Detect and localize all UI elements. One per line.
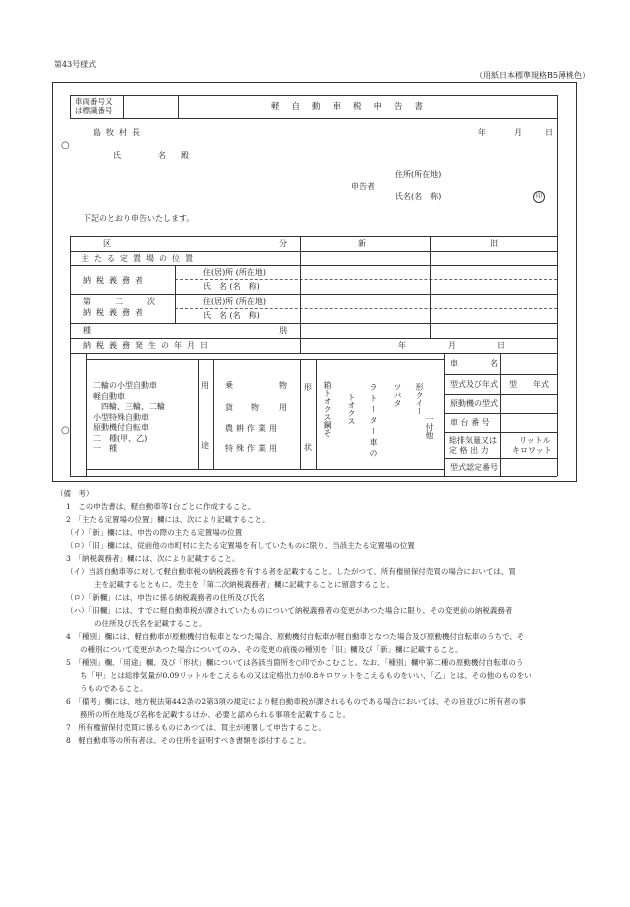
second-name-label: 氏 名 (名 称) [203, 311, 260, 320]
remark-continuation: 主を記載するとともに、売主を「第二次納税義務者」欄に記載することに留意すること。 [94, 580, 394, 589]
vehicle-type[interactable]: 小型特殊自動車 [93, 412, 149, 422]
remark-item: 5 「種別」欄、「用途」欄、及び「形状」欄については各該当箇所を○印でかこむこと。なお、「種別」欄中第二種の原動機付自転車のう [66, 658, 524, 667]
declarant-address-label: 住所(所在地) [395, 170, 442, 179]
remark-subitem: （イ）当該自動車等に対して軽自動車税の納税義務を有する者を記載すること。したがつて、所有権留保付売買の場合においては、買 [66, 567, 516, 576]
use-passenger-1[interactable]: 乗 [225, 381, 233, 390]
spec-displacement-2: 定 格 出 力 [449, 446, 489, 455]
shape-label-top: 形 [304, 383, 312, 392]
occurrence-date-label: 納税義務発生の年月日 [83, 341, 213, 350]
column-division-2: 分 [279, 239, 287, 248]
remark-item: 2 「主たる定置場の位置」欄には、次により記載すること。 [66, 515, 270, 524]
declarant-label: 申告者 [351, 182, 375, 191]
remark-continuation: 務所の所在地及び名称を記載するほか、必要と認められる事項を記載すること。 [80, 710, 350, 719]
form-title: 軽自動車税申告書 [271, 102, 436, 112]
remark-subitem: （イ）「新」欄には、申告の際の主たる定置場の位置 [66, 528, 243, 537]
spec-certification-number: 型式認定番号 [450, 463, 498, 472]
column-old: 旧 [490, 239, 498, 248]
vehicle-type[interactable]: 四輪、三輪、二輪 [93, 402, 165, 411]
use-cargo-1[interactable]: 貨 [225, 403, 233, 412]
type-label-2: 別 [279, 326, 287, 335]
use-agriculture[interactable]: 農耕作業用 [225, 424, 280, 433]
spec-model-year: 型式及び年式 [450, 380, 498, 389]
taxpayer-label: 納税義務者 [83, 276, 148, 285]
form-number: 第43号様式 [54, 60, 97, 69]
use-special[interactable]: 特殊作業用 [225, 444, 280, 453]
remark-continuation: の種別について変更があつた場合についてのみ、その変更の前後の種別を「旧」欄及び「新」欄に記載すること。 [80, 645, 463, 654]
remark-subitem: （ハ）「旧欄」には、すでに軽自動車税が課されていたものについて納税義務者の変更があつた場合に限り、その変更前の納税義務者 [66, 606, 513, 615]
spec-displacement-1: 総排気量又は [449, 436, 497, 445]
remark-item: 7 所有権留保付売買に係るものにあつては、買主が連署して申告すること。 [66, 723, 326, 732]
remark-continuation: の住所及び氏名を記載すること。 [94, 619, 207, 628]
shape-column[interactable]: ラトーター車の [369, 383, 378, 460]
vehicle-type[interactable]: 軽自動車 [93, 391, 125, 401]
remark-item: 1 この申告書は、軽自動車等1台ごとに作成すること。 [66, 502, 256, 511]
vehicle-type[interactable]: 原動機付自転車 [93, 423, 149, 432]
honorific-dono: 殿 [181, 151, 189, 160]
shape-label-bottom: 状 [304, 443, 312, 452]
occurrence-day: 日 [497, 341, 505, 350]
vehicle-number-field[interactable] [125, 97, 177, 116]
seal-mark: 印 [533, 191, 545, 203]
remarks [56, 487, 576, 747]
remark-continuation: ち「甲」とは総排気量が0.09リットルをこえるもの又は定格出力が0.8キロワットをこえるものをいい、「乙」とは、その他のものをい [80, 671, 532, 680]
shape-column[interactable]: 箱トオクス鋼そ [323, 381, 332, 437]
column-division: 区 [103, 239, 111, 248]
location-row-label: 主たる定置場の位置 [81, 254, 198, 263]
spec-vehicle-name: 車 名 [450, 359, 498, 368]
occurrence-year: 年 [398, 341, 406, 350]
shape-column[interactable]: 形クイー [415, 383, 424, 415]
declarant-name-label: 氏名(名 称) [395, 192, 442, 201]
remark-item: 6 「備考」欄には、地方税法第442条の2第3項の規定により軽自動車税が課されるものである場合においては、その旨並びに所有者の事 [66, 697, 526, 706]
remarks-heading: （備 考） [56, 489, 94, 498]
type-label-1: 種 [83, 326, 91, 335]
spec-displacement-kw: キロワット [512, 446, 552, 455]
punch-hole-top: ○ [61, 140, 70, 151]
use-passenger-2[interactable]: 物 [279, 381, 287, 390]
second-address-label: 住(居)所 (所在地) [203, 297, 267, 306]
spec-model-year-value[interactable]: 型 年式 [509, 380, 549, 389]
shape-column[interactable]: 一付他 [425, 399, 434, 439]
remark-item: 8 軽自動車等の所有者は、その住所を証明すべき書類を添付すること。 [66, 736, 311, 745]
remark-item: 4 「種別」欄には、軽自動車が原動機付自転車となつた場合、原動機付自転車が軽自動車となつた場合及び原動機付自転車のうちで、そ [66, 632, 525, 641]
occurrence-month: 月 [448, 341, 456, 350]
spec-engine-model: 原動機の型式 [450, 399, 498, 408]
declaration-form [52, 82, 577, 482]
declaration-statement: 下記のとおり申告いたします。 [83, 214, 195, 223]
remark-subitem: （ロ）「新欄」には、申告に係る納税義務者の住所及び氏名 [66, 593, 265, 602]
addressee-village: 島牧村長 [93, 128, 145, 137]
use-cargo-3[interactable]: 用 [279, 403, 287, 412]
date-month: 月 [514, 128, 522, 137]
remark-item: 3 「納税義務者」欄には、次により記載すること。 [66, 554, 240, 563]
use-cargo-2[interactable]: 物 [251, 403, 259, 412]
second-taxpayer-label-2: 納税義務者 [83, 308, 148, 317]
remark-subitem: （ロ）「旧」欄には、従前他の市町村に主たる定置場を有していたものに限り、当該主たる定置場の位置 [66, 541, 415, 550]
date-year: 年 [478, 128, 486, 137]
vehicle-type[interactable]: 二 種(甲、乙) [93, 433, 148, 443]
vehicle-types [93, 381, 165, 455]
honorific-name: 名 [158, 151, 166, 160]
second-taxpayer-label-1: 第 二 次 [83, 297, 155, 306]
spec-chassis-number: 車 台 番 号 [450, 418, 490, 427]
column-new: 新 [358, 239, 366, 248]
vehicle-type[interactable]: 二輪の小型自動車 [93, 381, 157, 390]
honorific-prefix: 氏 [113, 151, 121, 160]
taxpayer-name-label: 氏 名 (名 称) [203, 282, 260, 291]
vehicle-number-label-2: は標識番号 [75, 106, 113, 115]
shape-column[interactable]: ツバタ [393, 383, 402, 407]
vehicle-number-label-1: 車両番号又 [75, 97, 113, 106]
remark-continuation: うものであること。 [80, 684, 148, 693]
paper-spec-note: （用紙日本標準規格B5薄桃色） [475, 71, 590, 80]
use-label-top: 用 [201, 381, 209, 390]
use-label-bottom: 途 [201, 441, 209, 450]
date-day: 日 [545, 128, 553, 137]
punch-hole-bottom: ○ [61, 425, 70, 436]
shape-column[interactable]: トオクス [347, 393, 356, 425]
vehicle-type[interactable]: 一 種 [93, 444, 117, 453]
spec-displacement-liter: リットル [519, 436, 551, 445]
taxpayer-address-label: 住(居)所 (所在地) [203, 268, 267, 277]
